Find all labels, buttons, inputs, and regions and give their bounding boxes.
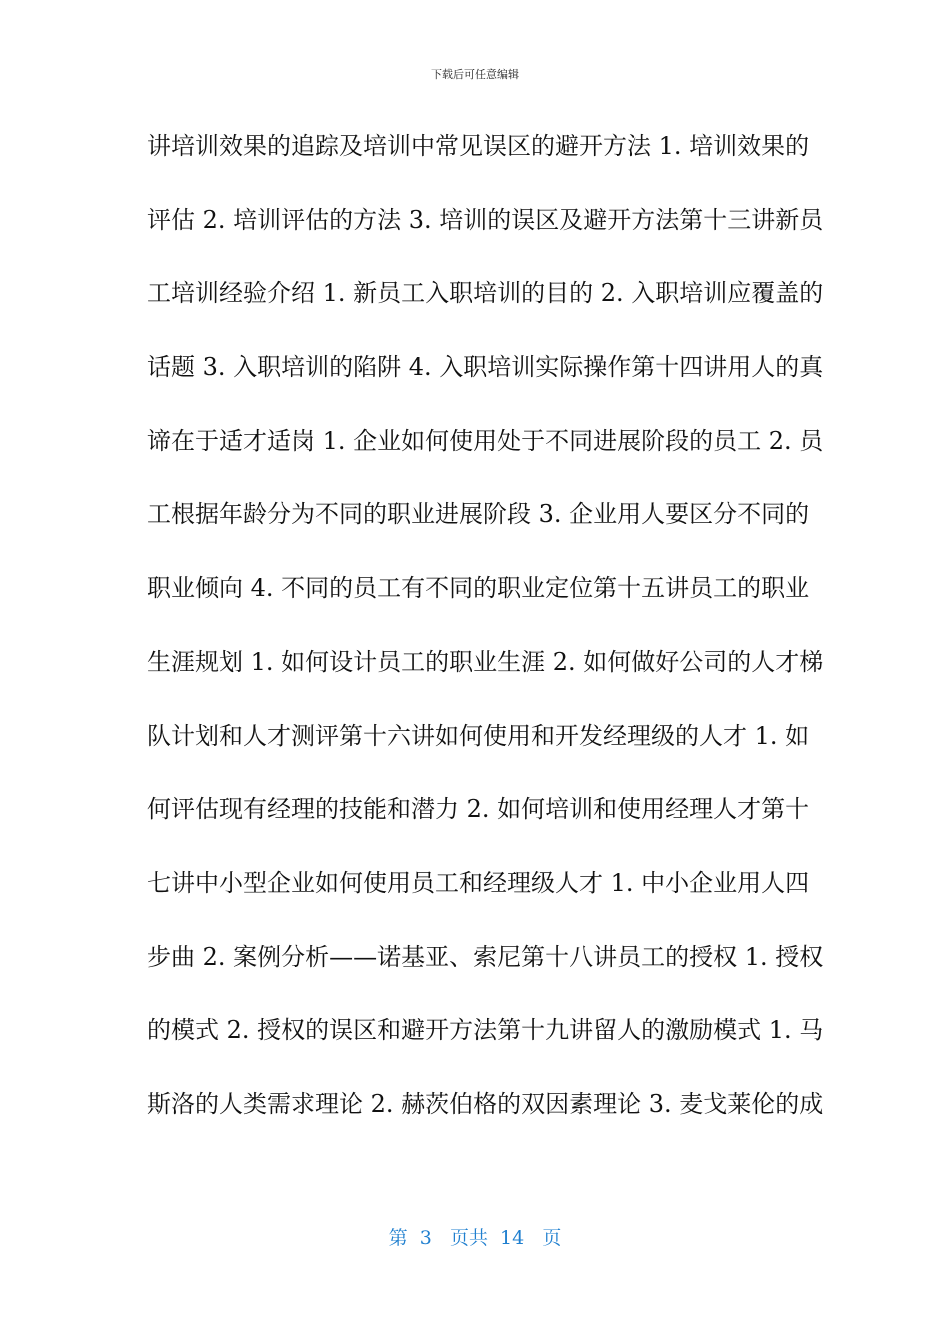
- body-line: 工根据年龄分为不同的职业进展阶段 3. 企业用人要区分不同的: [147, 500, 810, 529]
- body-line: 评估 2. 培训评估的方法 3. 培训的误区及避开方法第十三讲新员: [147, 205, 824, 234]
- body-line: 生涯规划 1. 如何设计员工的职业生涯 2. 如何做好公司的人才梯: [147, 647, 824, 676]
- page-header-note: 下载后可任意编辑: [431, 68, 519, 81]
- body-line: 队计划和人才测评第十六讲如何使用和开发经理级的人才 1. 如: [147, 721, 810, 750]
- body-line: 的模式 2. 授权的误区和避开方法第十九讲留人的激励模式 1. 马: [147, 1016, 824, 1045]
- body-line: 何评估现有经理的技能和潜力 2. 如何培训和使用经理人才第十: [147, 795, 810, 824]
- body-line: 职业倾向 4. 不同的员工有不同的职业定位第十五讲员工的职业: [147, 574, 810, 603]
- body-line: 讲培训效果的追踪及培训中常见误区的避开方法 1. 培训效果的: [147, 132, 810, 160]
- body-line: 话题 3. 入职培训的陷阱 4. 入职培训实际操作第十四讲用人的真: [147, 353, 824, 382]
- body-line: 谛在于适才适岗 1. 企业如何使用处于不同进展阶段的员工 2. 员: [147, 426, 824, 455]
- body-line: 步曲 2. 案例分析——诺基亚、索尼第十八讲员工的授权 1. 授权: [147, 942, 824, 971]
- body-line: 七讲中小型企业如何使用员工和经理级人才 1. 中小企业用人四: [147, 868, 810, 897]
- body-line: 斯洛的人类需求理论 2. 赫茨伯格的双因素理论 3. 麦戈莱伦的成: [147, 1089, 824, 1118]
- document-body: [147, 126, 824, 1158]
- page-number-footer: 第 3 页共 14 页: [388, 1227, 562, 1249]
- body-line: 工培训经验介绍 1. 新员工入职培训的目的 2. 入职培训应覆盖的: [147, 279, 824, 308]
